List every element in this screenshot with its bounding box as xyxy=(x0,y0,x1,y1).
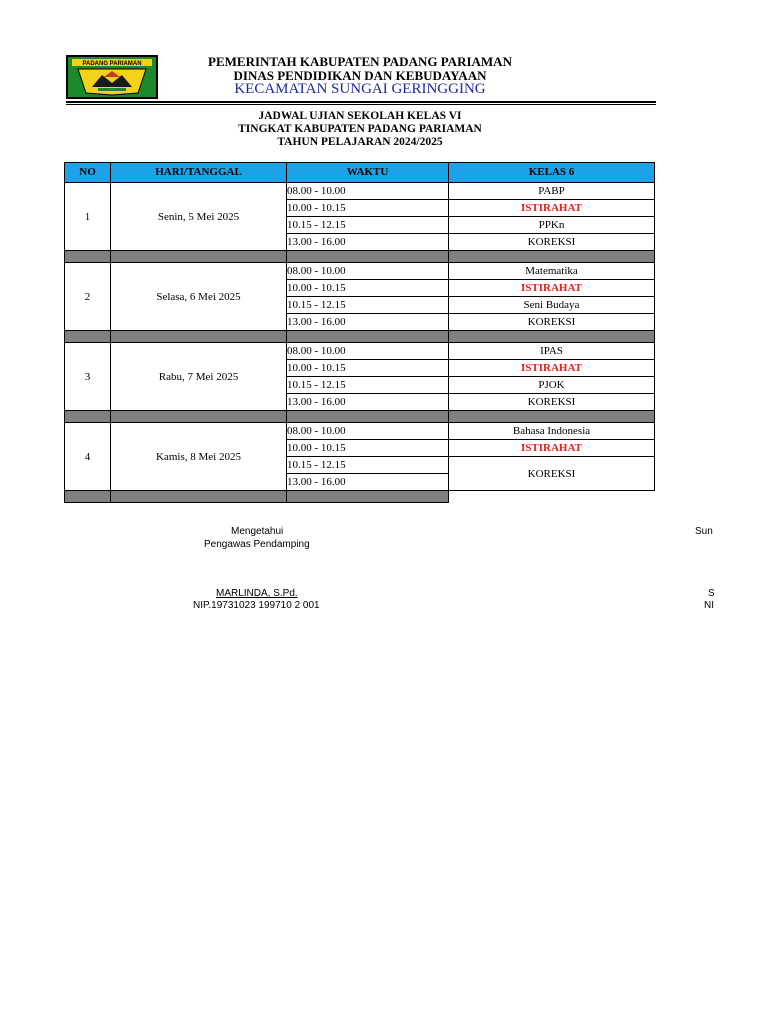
slot-subject: PABP xyxy=(449,183,655,200)
slot-time: 08.00 - 10.00 xyxy=(287,263,449,280)
slot-time: 10.00 - 10.15 xyxy=(287,360,449,377)
separator-row xyxy=(65,331,655,343)
table-row xyxy=(65,263,655,280)
slot-subject: KOREKSI xyxy=(449,394,655,411)
title-line-2: TINGKAT KABUPATEN PADANG PARIAMAN xyxy=(238,123,482,135)
header-time: WAKTU xyxy=(287,163,449,183)
signature-nip: NIP.19731023 199710 2 001 xyxy=(193,600,320,611)
separator-row xyxy=(65,491,655,503)
header-line-2: DINAS PENDIDIKAN DAN KEBUDAYAAN xyxy=(233,68,487,83)
day-number: 4 xyxy=(65,423,111,491)
signature-name: MARLINDA, S.Pd. xyxy=(216,588,298,599)
regency-logo xyxy=(66,55,158,99)
break-label: ISTIRAHAT xyxy=(449,280,655,297)
header-rule-thin xyxy=(66,104,656,105)
day-date: Senin, 5 Mei 2025 xyxy=(111,183,287,251)
slot-subject: Matematika xyxy=(449,263,655,280)
slot-time: 13.00 - 16.00 xyxy=(287,234,449,251)
title-line-1: JADWAL UJIAN SEKOLAH KELAS VI xyxy=(258,110,462,122)
separator-row xyxy=(65,411,655,423)
day-date: Kamis, 8 Mei 2025 xyxy=(111,423,287,491)
slot-subject: KOREKSI xyxy=(449,234,655,251)
exam-schedule-table xyxy=(64,162,655,503)
slot-subject: KOREKSI xyxy=(449,457,655,491)
right-signature-place: Sun xyxy=(695,526,713,537)
slot-time: 08.00 - 10.00 xyxy=(287,423,449,440)
day-number: 1 xyxy=(65,183,111,251)
slot-time: 10.15 - 12.15 xyxy=(287,377,449,394)
table-row xyxy=(65,423,655,440)
header-rule-thick xyxy=(66,101,656,103)
slot-time: 10.15 - 12.15 xyxy=(287,217,449,234)
header-class: KELAS 6 xyxy=(449,163,655,183)
slot-time: 10.00 - 10.15 xyxy=(287,440,449,457)
signature-role: Pengawas Pendamping xyxy=(204,539,310,550)
slot-time: 08.00 - 10.00 xyxy=(287,183,449,200)
right-signature-name: S xyxy=(708,588,715,599)
slot-time: 10.00 - 10.15 xyxy=(287,200,449,217)
slot-time: 08.00 - 10.00 xyxy=(287,343,449,360)
slot-subject: KOREKSI xyxy=(449,314,655,331)
right-signature-nip: NI xyxy=(704,600,714,611)
table-header-row xyxy=(65,163,655,183)
slot-time: 10.15 - 12.15 xyxy=(287,457,449,474)
header-line-1: PEMERINTAH KABUPATEN PADANG PARIAMAN xyxy=(208,54,512,69)
slot-subject: Bahasa Indonesia xyxy=(449,423,655,440)
signature-known-by: Mengetahui xyxy=(231,526,284,537)
slot-time: 13.00 - 16.00 xyxy=(287,314,449,331)
title-line-3: TAHUN PELAJARAN 2024/2025 xyxy=(277,136,443,148)
slot-subject: PPKn xyxy=(449,217,655,234)
logo-text: PADANG PARIAMAN xyxy=(82,61,142,67)
table-row xyxy=(65,343,655,360)
break-label: ISTIRAHAT xyxy=(449,440,655,457)
header-line-3: KECAMATAN SUNGAI GERINGGING xyxy=(234,81,486,97)
break-label: ISTIRAHAT xyxy=(449,360,655,377)
header-no: NO xyxy=(65,163,111,183)
slot-subject: Seni Budaya xyxy=(449,297,655,314)
slot-time: 10.00 - 10.15 xyxy=(287,280,449,297)
day-number: 3 xyxy=(65,343,111,411)
slot-subject: IPAS xyxy=(449,343,655,360)
day-number: 2 xyxy=(65,263,111,331)
slot-subject: PJOK xyxy=(449,377,655,394)
slot-time: 13.00 - 16.00 xyxy=(287,474,449,491)
header-date: HARI/TANGGAL xyxy=(111,163,287,183)
slot-time: 13.00 - 16.00 xyxy=(287,394,449,411)
day-date: Selasa, 6 Mei 2025 xyxy=(111,263,287,331)
slot-time: 10.15 - 12.15 xyxy=(287,297,449,314)
day-date: Rabu, 7 Mei 2025 xyxy=(111,343,287,411)
break-label: ISTIRAHAT xyxy=(449,200,655,217)
separator-row xyxy=(65,251,655,263)
table-row xyxy=(65,183,655,200)
